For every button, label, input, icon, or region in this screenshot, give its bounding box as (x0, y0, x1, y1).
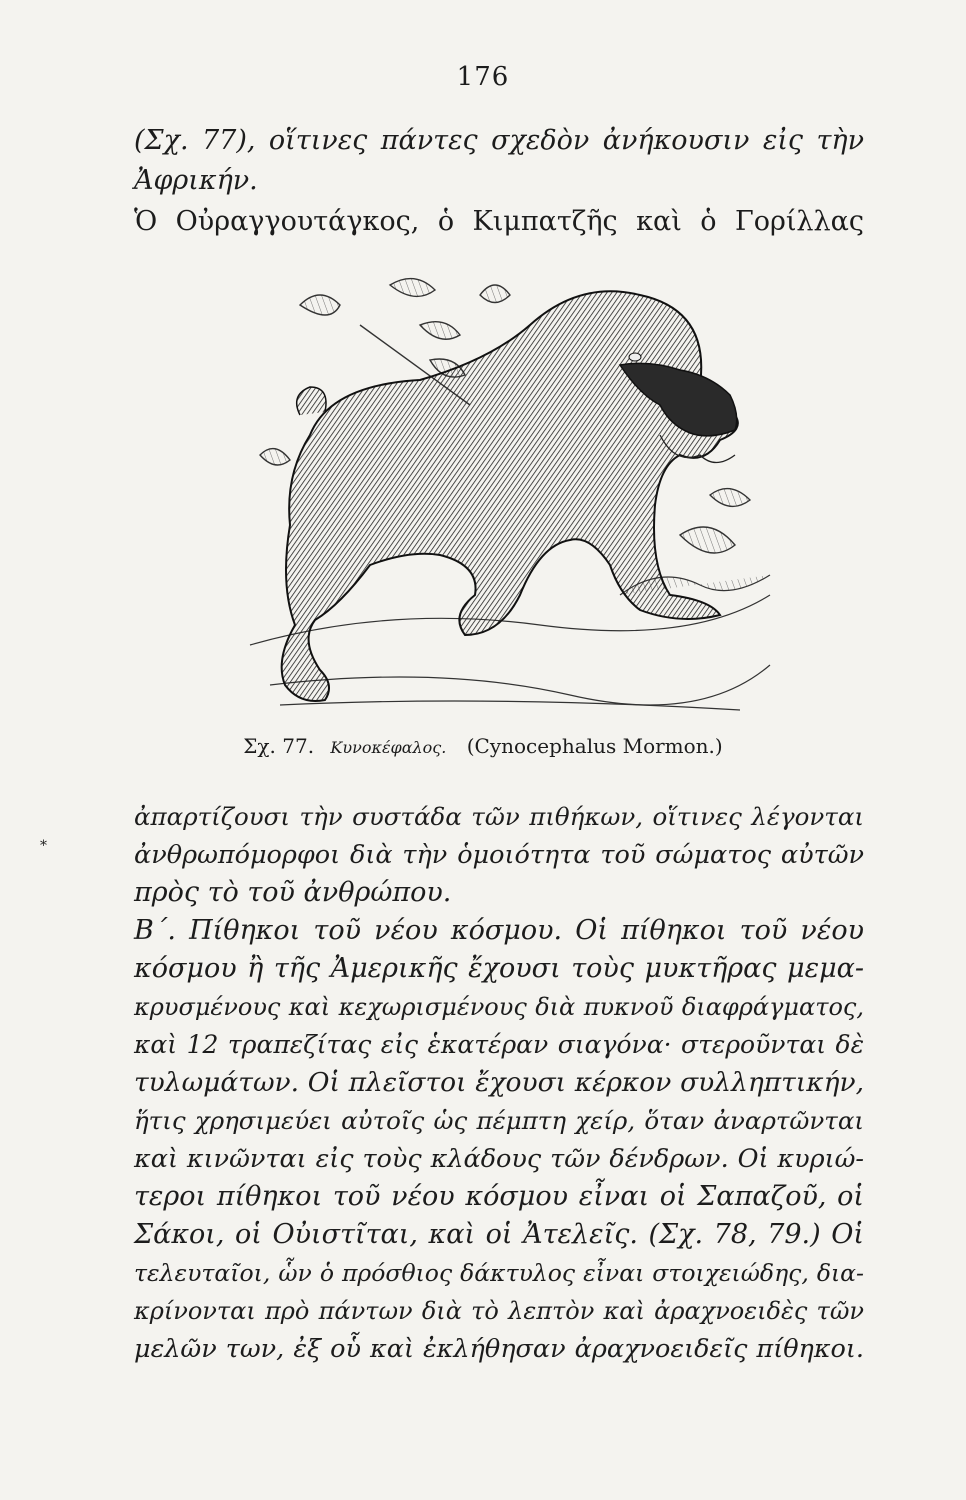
eye-icon (629, 353, 641, 361)
text-line: κρυσμένους καὶ κεχωρισμένους διὰ πυκνοῦ διαφράγματος, (134, 993, 864, 1021)
text-line: τελευταῖοι, ὧν ὁ πρόσθιος δάκτυλος εἶναι στοιχειώδης, δια- (134, 1259, 864, 1287)
caption-latin: (Cynocephalus Mormon.) (466, 734, 723, 758)
text-line: Σάκοι, οἱ Οὐιστῖται, καὶ οἱ Ἀτελεῖς. (Σχ. 78, 79.) Οἱ (134, 1219, 864, 1250)
text-line: τεροι πίθηκοι τοῦ νέου κόσμου εἶναι οἱ Σαπαζοῦ, οἱ (134, 1181, 864, 1212)
text-line: καὶ 12 τραπεζίτας εἰς ἑκατέραν σιαγόνα· στεροῦνται δὲ (134, 1030, 864, 1059)
text-line: κρίνονται πρὸ πάντων διὰ τὸ λεπτὸν καὶ ἀραχνοειδὲς τῶν (134, 1297, 864, 1325)
text-line: μελῶν των, ἐξ οὗ καὶ ἐκλήθησαν ἀραχνοειδεῖς πίθηκοι. (134, 1334, 864, 1364)
heading-line: Ὁ Οὐραγγουτάγκος, ὁ Κιμπατζῆς καὶ ὁ Γορίλλας (134, 206, 864, 237)
figure-caption (0, 734, 966, 758)
text-line: (Σχ. 77), οἵτινες πάντες σχεδὸν ἀνήκουσιν εἰς τὴν (134, 125, 864, 156)
text-line: ἥτις χρησιμεύει αὐτοῖς ὡς πέμπτη χείρ, ὅταν ἀναρτῶνται (134, 1106, 864, 1135)
baboon-engraving (240, 265, 780, 720)
baboon-body (282, 291, 738, 701)
text-line: τυλωμάτων. Οἱ πλεῖστοι ἔχουσι κέρκον συλληπτικήν, (134, 1067, 864, 1098)
caption-number: Σχ. 77. (243, 734, 315, 758)
margin-mark: * (40, 838, 47, 854)
text-line: ἀνθρωπόμορφοι διὰ τὴν ὁμοιότητα τοῦ σώματος αὐτῶν (134, 840, 864, 870)
caption-greek: Κυνοκέφαλος. (330, 738, 447, 757)
text-line: Β΄. Πίθηκοι τοῦ νέου κόσμου. Οἱ πίθηκοι τοῦ νέου (134, 915, 864, 946)
text-line: Ἀφρικήν. (134, 165, 258, 196)
text-line: κόσμου ἢ τῆς Ἀμερικῆς ἔχουσι τοὺς μυκτῆρας μεμα- (134, 953, 864, 984)
text-line: ἀπαρτίζουσι τὴν συστάδα τῶν πιθήκων, οἵτινες λέγονται (134, 802, 864, 831)
text-line: καὶ κινῶνται εἰς τοὺς κλάδους τῶν δένδρων. Οἱ κυριώ- (134, 1144, 864, 1174)
text-line: πρὸς τὸ τοῦ ἀνθρώπου. (134, 877, 452, 908)
page-number: 176 (456, 62, 510, 92)
